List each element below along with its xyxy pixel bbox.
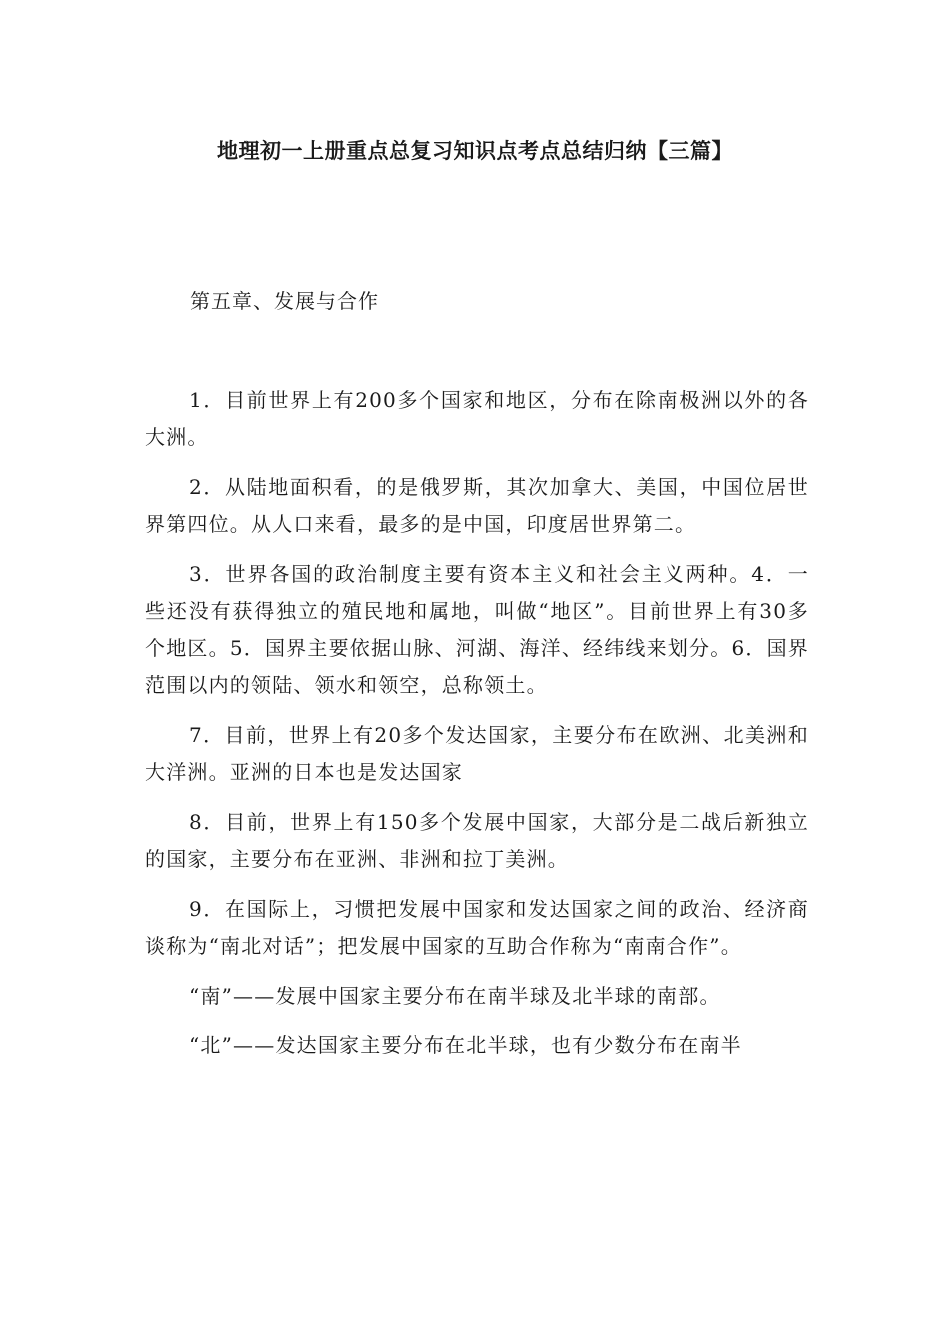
paragraph-7: “南”——发展中国家主要分布在南半球及北半球的南部。 bbox=[189, 984, 721, 1008]
paragraph-3: 3．世界各国的政治制度主要有资本主义和社会主义两种。4．一些还没有获得独立的殖民地和属地，叫做“地区”。目前世界上有30多个地区。5．国界主要依据山脉、河湖、海洋、经纬线来划分。6．国界范围以内的领陆、领水和领空，总称领土。 bbox=[145, 562, 809, 697]
document-title: 地理初一上册重点总复习知识点考点总结归纳【三篇】 bbox=[217, 139, 733, 163]
chapter-heading: 第五章、发展与合作 bbox=[190, 289, 379, 313]
paragraph-2: 2．从陆地面积看，的是俄罗斯，其次加拿大、美国，中国位居世界第四位。从人口来看，最多的是中国，印度居世界第二。 bbox=[145, 475, 809, 536]
paragraph-8: “北”——发达国家主要分布在北半球，也有少数分布在南半 bbox=[189, 1033, 742, 1057]
paragraph-6: 9．在国际上，习惯把发展中国家和发达国家之间的政治、经济商谈称为“南北对话”；把发展中国家的互助合作称为“南南合作”。 bbox=[145, 897, 809, 958]
document-body bbox=[145, 382, 809, 1076]
paragraph-4: 7．目前，世界上有20多个发达国家，主要分布在欧洲、北美洲和大洋洲。亚洲的日本也是发达国家 bbox=[145, 723, 809, 784]
paragraph-5: 8．目前，世界上有150多个发展中国家，大部分是二战后新独立的国家，主要分布在亚洲、非洲和拉丁美洲。 bbox=[145, 810, 809, 871]
paragraph-1: 1．目前世界上有200多个国家和地区，分布在除南极洲以外的各大洲。 bbox=[145, 388, 809, 449]
